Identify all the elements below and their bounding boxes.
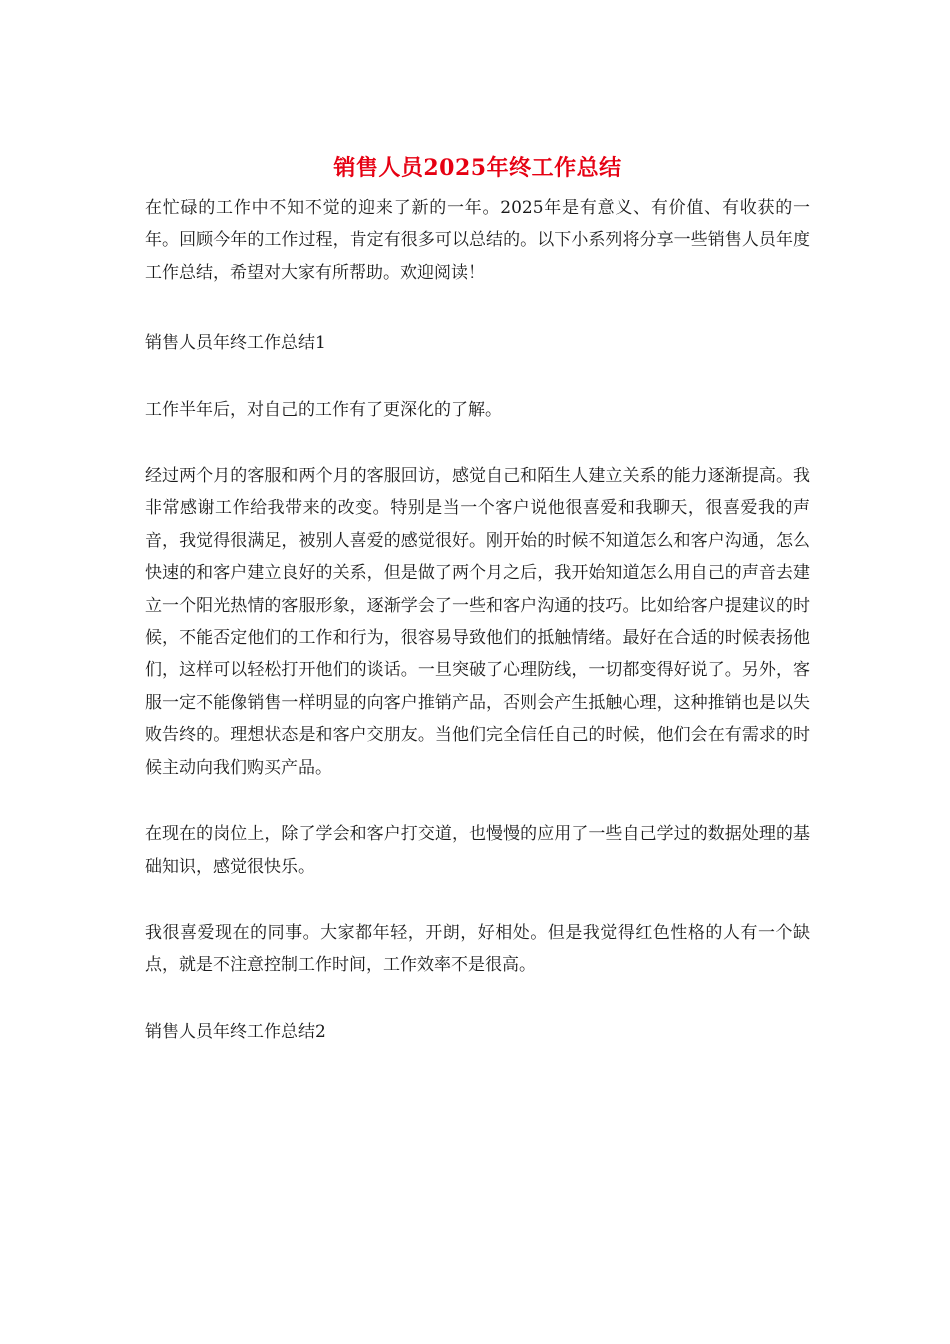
document-title: 销售人员2025年终工作总结 bbox=[333, 155, 622, 181]
section-heading-2: 销售人员年终工作总结2 bbox=[145, 1021, 326, 1042]
section-heading-1: 销售人员年终工作总结1 bbox=[145, 333, 326, 354]
intro-paragraph: 在忙碌的工作中不知不觉的迎来了新的一年。2025年是有意义、有价值、有收获的一年。回顾今年的工作过程，肯定有很多可以总结的。以下小系列将分享一些销售人员年度工作总结，希望对大家有所帮助。欢迎阅读！ bbox=[145, 198, 810, 283]
section1-paragraph-4: 我很喜爱现在的同事。大家都年轻，开朗，好相处。但是我觉得红色性格的人有一个缺点，就是不注意控制工作时间，工作效率不是很高。 bbox=[145, 922, 810, 976]
section1-paragraph-3: 在现在的岗位上，除了学会和客户打交道，也慢慢的应用了一些自己学过的数据处理的基础知识，感觉很快乐。 bbox=[145, 824, 810, 877]
document-content bbox=[145, 148, 810, 1082]
section1-paragraph-1: 工作半年后，对自己的工作有了更深化的了解。 bbox=[145, 399, 502, 420]
section1-paragraph-2: 经过两个月的客服和两个月的客服回访，感觉自己和陌生人建立关系的能力逐渐提高。我非常感谢工作给我带来的改变。特别是当一个客户说他很喜爱和我聊天，很喜爱我的声音，我觉得很满足，被别人喜爱的感觉很好。刚开始的时候不知道怎么和客户沟通，怎么快速的和客户建立良好的关系，但是做了两个月之后，我开始知道怎么用自己的声音去建立一个阳光热情的客服形象，逐渐学会了一些和客户沟通的技巧。比如给客户提建议的时候，不能否定他们的工作和行为，很容易导致他们的抵触情绪。最好在合适的时候表扬他们，这样可以轻松打开他们的谈话。一旦突破了心理防线，一切都变得好说了。另外，客服一定不能像销售一样明显的向客户推销产品，否则会产生抵触心理，这种推销也是以失败告终的。理想状态是和客户交朋友。当他们完全信任自己的时候，他们会在有需求的时候主动向我们购买产品。 bbox=[145, 466, 810, 778]
